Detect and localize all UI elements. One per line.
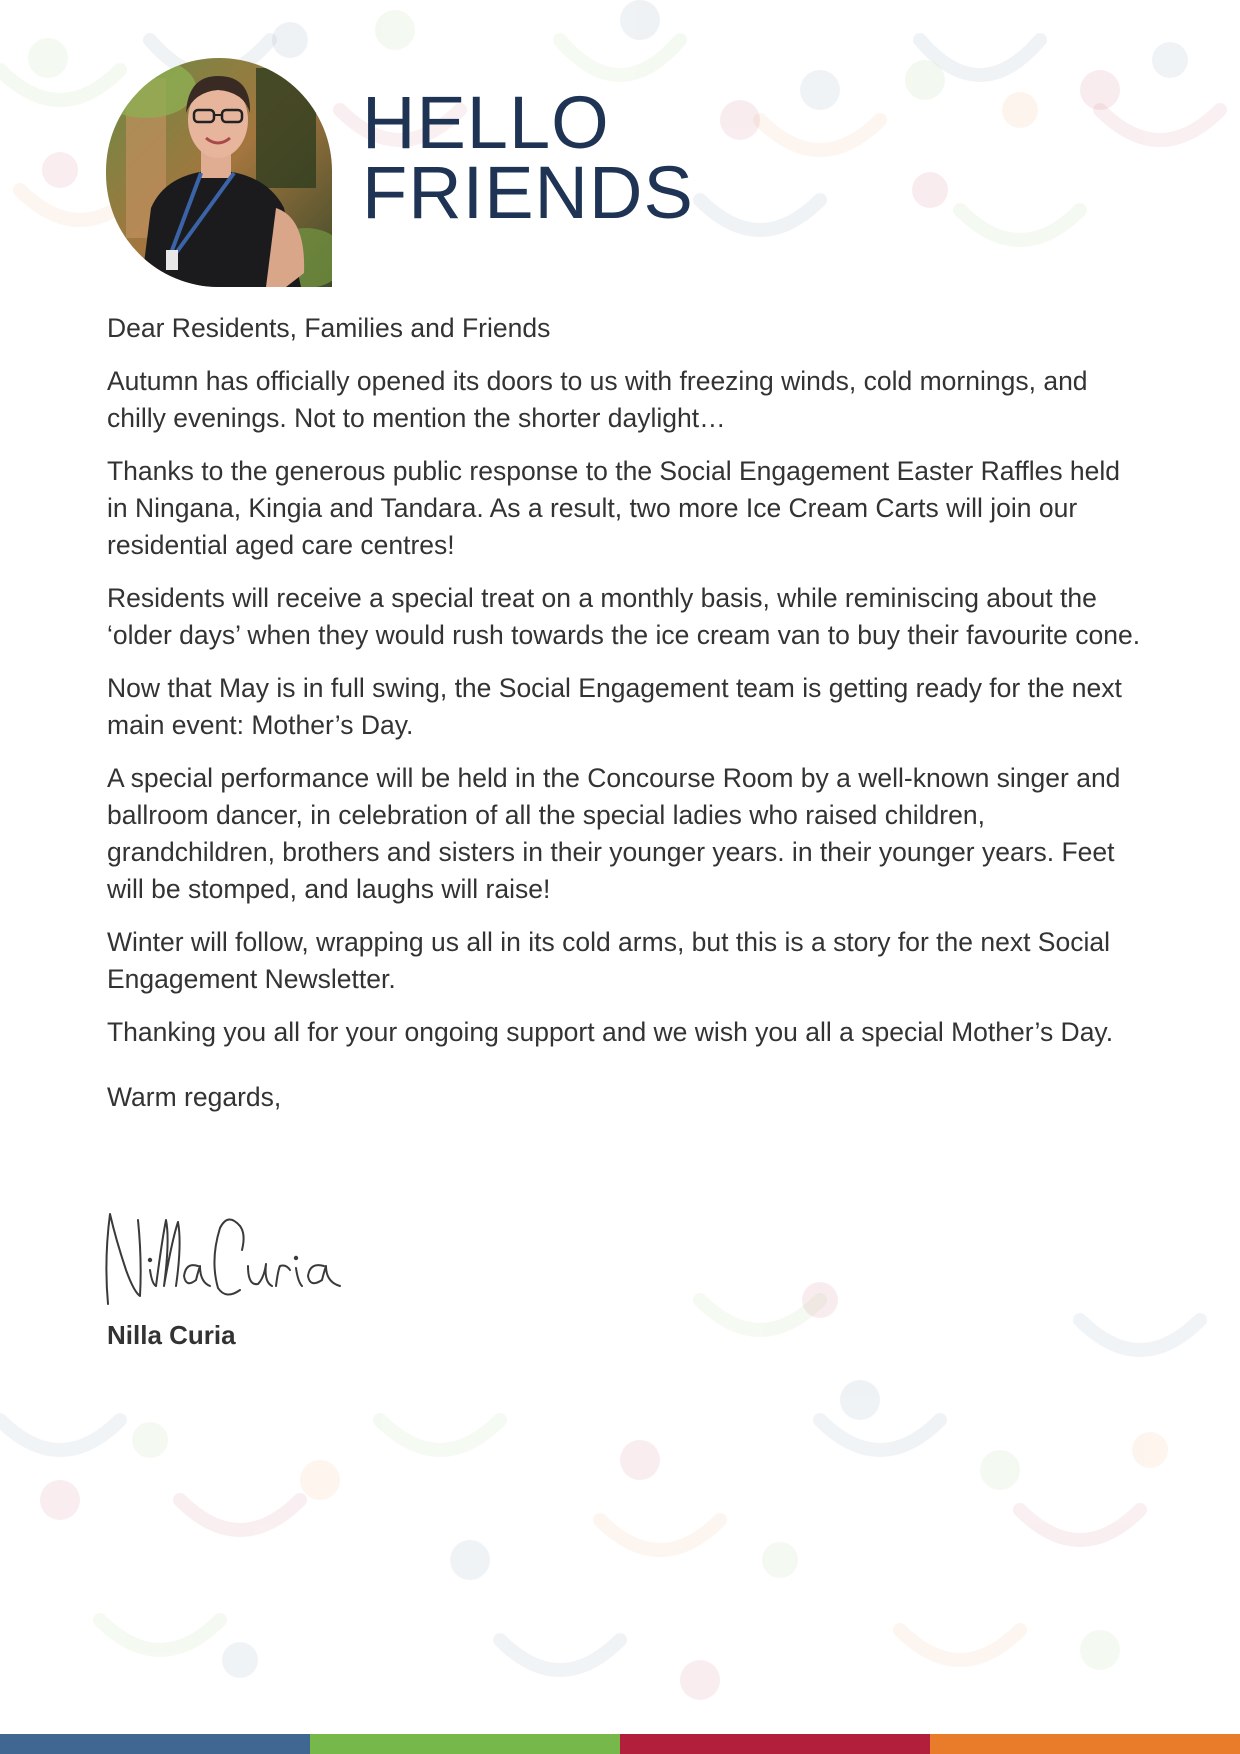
paragraph: Winter will follow, wrapping us all in its cold arms, but this is a story for the next Social Engagement Newsletter. [107, 927, 1110, 994]
paragraph: A special performance will be held in the Concourse Room by a well-known singer and ballroom dancer, in celebration of all the special ladies who raised children, grandchildren, brothers and sisters in their younger years. in their younger years. Feet will be stomped, and laughs will raise! [107, 763, 1121, 904]
color-footer-bar [0, 1734, 1240, 1754]
title-line-2: FRIENDS [362, 151, 694, 234]
portrait-photo [106, 58, 332, 287]
salutation: Dear Residents, Families and Friends [107, 313, 551, 343]
letter-body [107, 310, 1147, 1120]
paragraph: Autumn has officially opened its doors to us with freezing winds, cold mornings, and chilly evenings. Not to mention the shorter daylight… [107, 366, 1088, 433]
footer-bar-orange [930, 1734, 1240, 1754]
handwritten-signature [100, 1200, 360, 1310]
footer-bar-red [620, 1734, 930, 1754]
paragraph: Residents will receive a special treat on a monthly basis, while reminiscing about the ‘older days’ when they would rush towards the ice cream van to buy their favourite cone. [107, 583, 1141, 650]
title-line-1: HELLO [362, 81, 610, 164]
signer-name: Nilla Curia [107, 1320, 236, 1350]
paragraph: Thanking you all for your ongoing support and we wish you all a special Mother’s Day. [107, 1017, 1114, 1047]
footer-bar-green [310, 1734, 620, 1754]
footer-bar-blue [0, 1734, 310, 1754]
paragraph: Thanks to the generous public response to the Social Engagement Easter Raffles held in Ningana, Kingia and Tandara. As a result, two more Ice Cream Carts will join our residential aged care centres! [107, 456, 1121, 560]
paragraph: Now that May is in full swing, the Social Engagement team is getting ready for the next main event: Mother’s Day. [107, 673, 1122, 740]
closing: Warm regards, [107, 1082, 282, 1112]
page-title [362, 81, 694, 234]
